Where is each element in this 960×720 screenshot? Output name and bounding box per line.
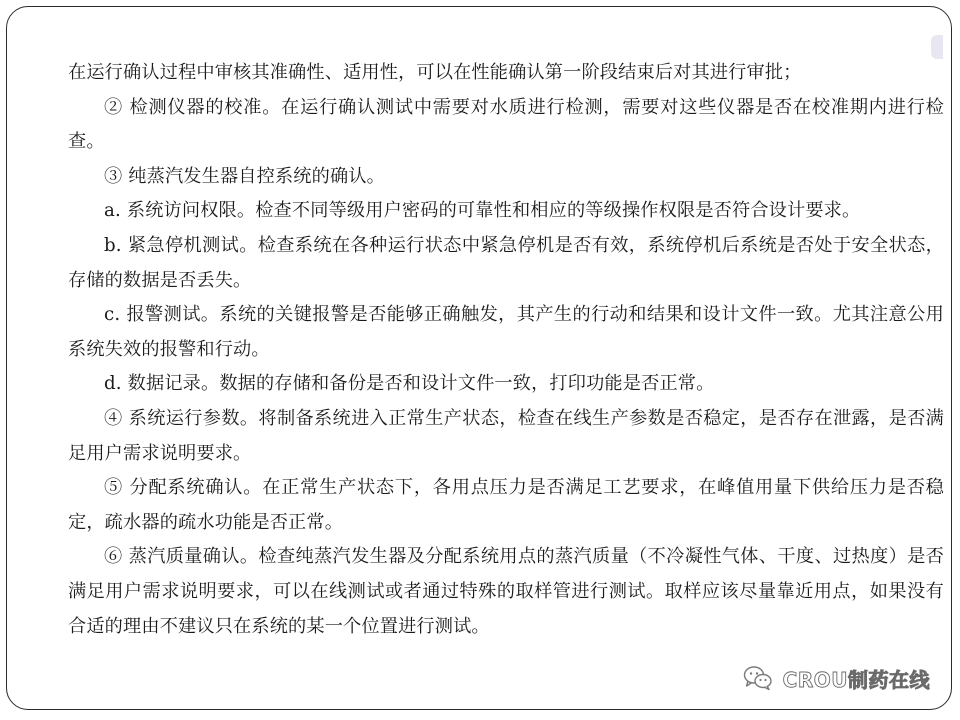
- paragraph-control-system: ③ 纯蒸汽发生器自控系统的确认。: [104, 165, 385, 187]
- paragraph-emergency-stop: b. 紧急停机测试。检查系统在各种运行状态中紧急停机是否有效，系统停机后系统是否处于安全状态，存储的数据是否丢失。: [68, 234, 944, 291]
- paragraph-continuation: 在运行确认过程中审核其准确性、适用性，可以在性能确认第一阶段结束后对其进行审批；: [68, 62, 802, 83]
- paragraph-access-rights: a. 系统访问权限。检查不同等级用户密码的可靠性和相应的等级操作权限是否符合设计要求。: [104, 200, 861, 222]
- paragraph-steam-quality: ⑥ 蒸汽质量确认。检查纯蒸汽发生器及分配系统用点的蒸汽质量（不冷凝性气体、干度、过热度）是否满足用户需求说明要求，可以在线测试或者通过特殊的取样管进行测试。取样应该尽量靠近用点，如果没有合适的理由不建议只在系统的某一个位置进行测试。: [68, 546, 944, 637]
- document-body: [68, 56, 944, 644]
- paragraph-run-parameters: ④ 系统运行参数。将制备系统进入正常生产状态，检查在线生产参数是否稳定，是否存在泄露，是否满足用户需求说明要求。: [68, 407, 944, 464]
- paragraph-distribution: ⑤ 分配系统确认。在正常生产状态下，各用点压力是否满足工艺要求，在峰值用量下供给压力是否稳定，疏水器的疏水功能是否正常。: [68, 477, 944, 533]
- paragraph-instrument-calibration: ② 检测仪器的校准。在运行确认测试中需要对水质进行检测，需要对这些仪器是否在校准期内进行检查。: [68, 96, 944, 153]
- paragraph-data-record: d. 数据记录。数据的存储和备份是否和设计文件一致，打印功能是否正常。: [104, 373, 715, 395]
- watermark: [743, 662, 930, 694]
- paragraph-alarm-test: c. 报警测试。系统的关键报警是否能够正确触发，其产生的行动和结果和设计文件一致。尤其注意公用系统失效的报警和行动。: [68, 304, 944, 360]
- watermark-text: CROU制药在线: [782, 667, 930, 692]
- wechat-icon: [743, 665, 773, 691]
